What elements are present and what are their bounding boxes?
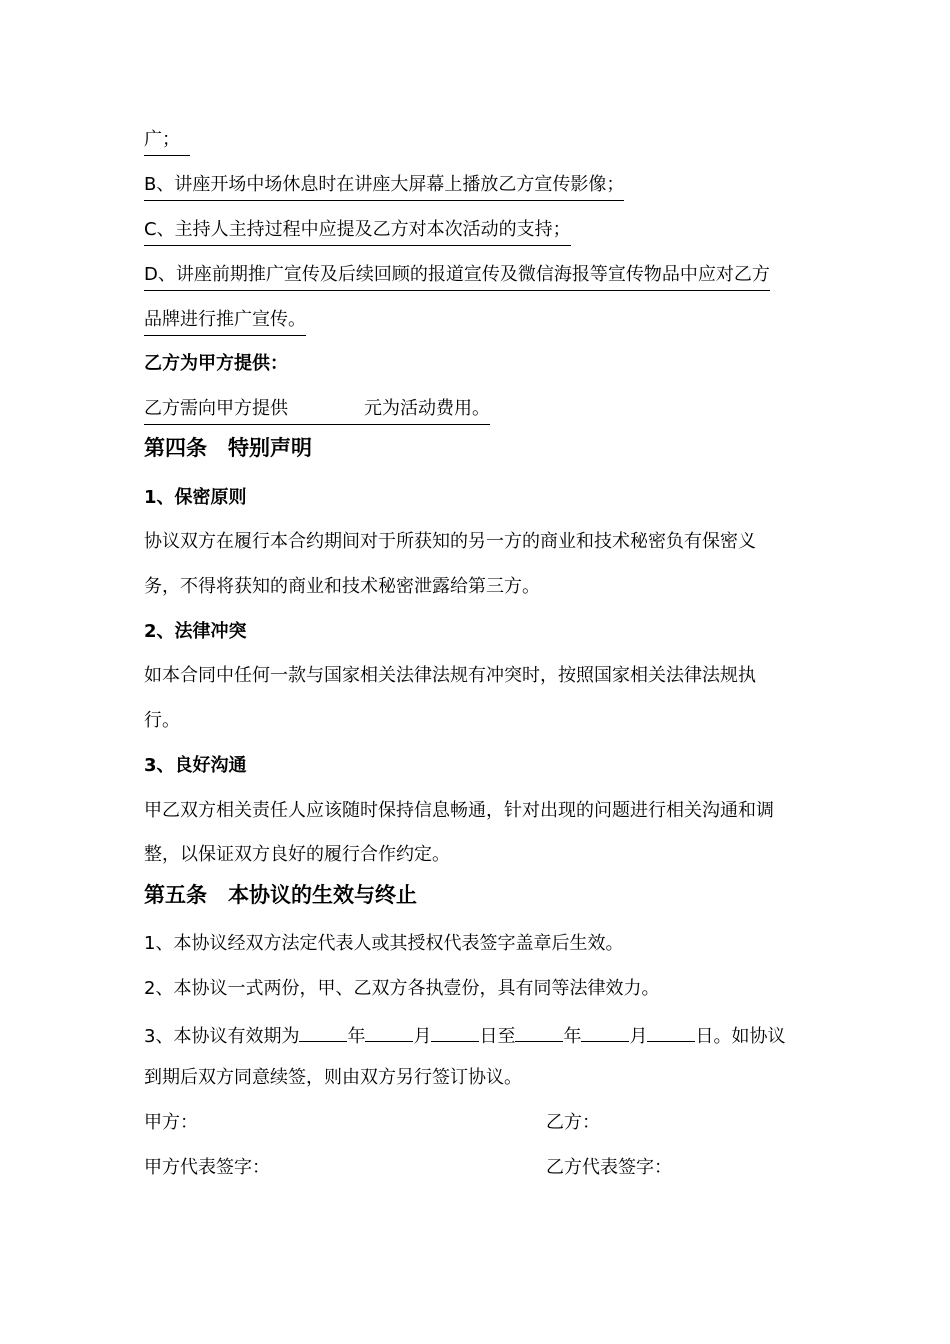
article4-item2-line2: 行。	[144, 710, 180, 731]
article4-item3-title: 3、良好沟通	[144, 755, 247, 776]
article5-item3-line1	[144, 1021, 785, 1049]
party-b-heading: 乙方为甲方提供：	[144, 353, 288, 374]
article4-item1-title: 1、保密原则	[144, 487, 247, 508]
start-year-blank	[299, 1021, 347, 1042]
validity-prefix: 3、本协议有效期为	[144, 1026, 300, 1047]
item-d-line2: 品牌进行推广宣传。	[144, 308, 306, 336]
article5-item1: 1、本协议经双方法定代表人或其授权代表签字盖章后生效。	[144, 933, 624, 954]
day-end-label: 日。如协议	[695, 1026, 786, 1047]
article5-item2: 2、本协议一式两份，甲、乙双方各执壹份，具有同等法律效力。	[144, 978, 660, 999]
start-month-blank	[365, 1021, 413, 1042]
item-c: C、主持人主持过程中应提及乙方对本次活动的支持；	[144, 218, 571, 246]
party-b-label: 乙方：	[546, 1112, 600, 1133]
promotion-line-continued: 广；	[144, 128, 190, 156]
start-day-blank	[431, 1021, 479, 1042]
item-b: B、讲座开场中场休息时在讲座大屏幕上播放乙方宣传影像；	[144, 173, 624, 201]
month-label: 月	[413, 1026, 432, 1047]
fee-prefix: 乙方需向甲方提供	[144, 398, 288, 419]
article4-item2-line1: 如本合同中任何一款与国家相关法律法规有冲突时，按照国家相关法律法规执	[144, 665, 756, 686]
end-day-blank	[647, 1021, 695, 1042]
month-label-end: 月	[629, 1026, 648, 1047]
fee-suffix: 元为活动费用。	[364, 398, 490, 419]
article4-item2-title: 2、法律冲突	[144, 621, 247, 642]
fee-line	[144, 397, 490, 425]
year-label-end: 年	[563, 1026, 582, 1047]
article4-item3-line1: 甲乙双方相关责任人应该随时保持信息畅通，针对出现的问题进行相关沟通和调	[144, 800, 774, 821]
item-d-line1: D、讲座前期推广宣传及后续回顾的报道宣传及微信海报等宣传物品中应对乙方	[144, 263, 770, 291]
article4-title: 第四条 特别声明	[144, 436, 312, 460]
article4-item3-line2: 整，以保证双方良好的履行合作约定。	[144, 844, 450, 865]
article5-item3-line2: 到期后双方同意续签，则由双方另行签订协议。	[144, 1067, 522, 1088]
article4-item1-line1: 协议双方在履行本合约期间对于所获知的另一方的商业和技术秘密负有保密义	[144, 531, 756, 552]
year-label: 年	[347, 1026, 366, 1047]
article4-item1-line2: 务，不得将获知的商业和技术秘密泄露给第三方。	[144, 576, 540, 597]
party-a-label: 甲方：	[144, 1112, 198, 1133]
party-a-rep-label: 甲方代表签字：	[144, 1157, 270, 1178]
article5-title: 第五条 本协议的生效与终止	[144, 883, 417, 907]
party-b-rep-label: 乙方代表签字：	[546, 1157, 672, 1178]
end-year-blank	[515, 1021, 563, 1042]
end-month-blank	[581, 1021, 629, 1042]
day-to-label: 日至	[479, 1026, 516, 1047]
